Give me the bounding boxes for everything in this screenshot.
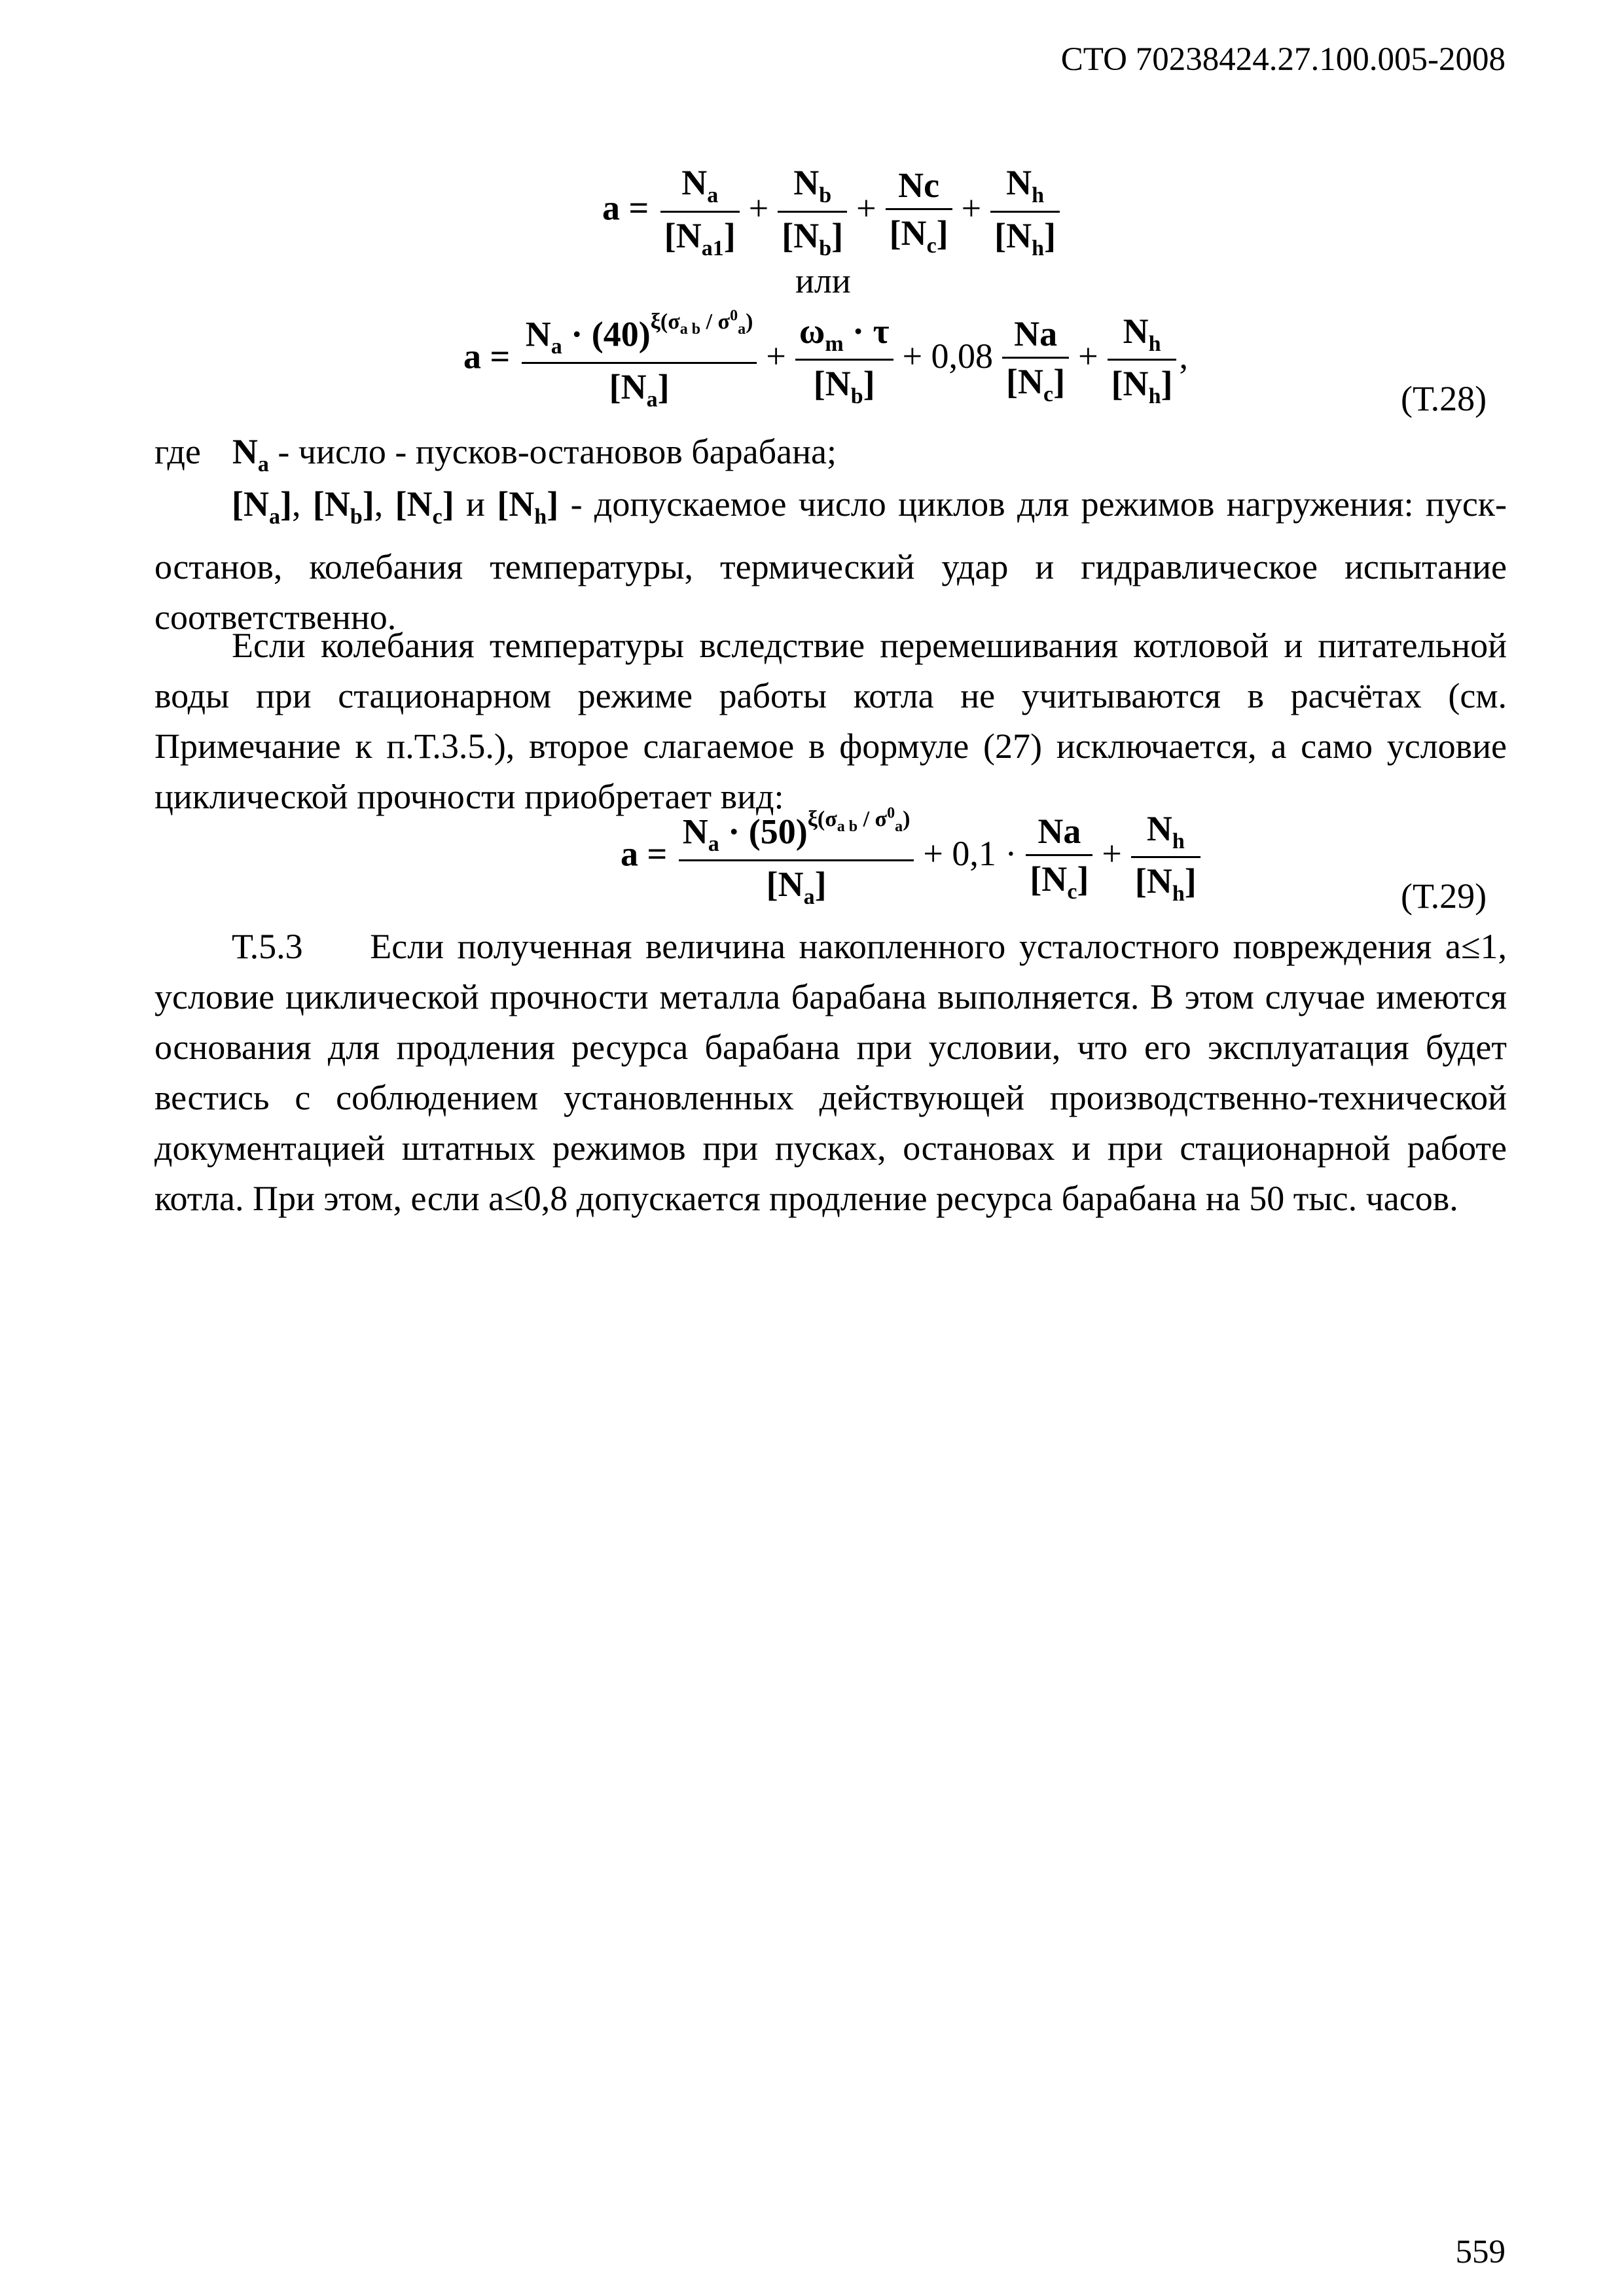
where-definition: где $N_a$ - число - пусков-остановов барабана;	[154, 432, 837, 476]
fraction-term: $\frac{N_a \cdot (50)^{\xi(\sigma_{a b} / \sigma^0_a)}}{[N_a]}$	[679, 805, 914, 910]
fraction-term: $\frac{N_a \cdot (40)^{\xi(\sigma_{a b} / \sigma^0_a)}}{[N_a]}$	[522, 308, 757, 412]
equation-number-t28: (Т.28)	[1401, 379, 1487, 418]
formula-2: a = $\frac{N_a \cdot (40)^{\xi(\sigma_{a b} / \sigma^0_a)}}{[N_a]}$ + $\frac{\omega_m \cdot \tau}{[N_b]}$ + 0,08 $\frac{Na}{[N_c]}$ + $\frac{N_h}{[N_h]}$ ,	[463, 308, 1188, 412]
page-number: 559	[1455, 2234, 1506, 2270]
paragraph-t-5-3: Т.5.3 Если полученная величина накопленного усталостного повреждения а≤1, условие циклической прочности металла барабана выполняется. В этом случае имеются основания для продления ресурса барабана при условии, что его эксплуатация будет вестись с соблюдением установленных действующей производственно-технической документацией штатных режимов при пусках, остановах и при стационарной работе котла. При этом, если а≤0,8 допускается продление ресурса барабана на 50 тыс. часов.	[154, 927, 1516, 1218]
fraction-term: $\frac{\omega_m \cdot \tau}{[N_b]}$	[795, 311, 893, 410]
formula-3: a = $\frac{N_a \cdot (50)^{\xi(\sigma_{a b} / \sigma^0_a)}}{[N_a]}$ + 0,1 · $\frac{Na}{[N_c]}$ + $\frac{N_h}{[N_h]}$	[621, 805, 1203, 910]
fraction-term: $\frac{Na}{[N_c]}$	[1026, 811, 1092, 905]
formula-1: a = $\frac{N_a}{[N_{a1}]}$ + $\frac{N_b}{[N_b]}$ + $\frac{Nc}{[N_c]}$ + $\frac{N_h}{[N_h]}$	[602, 162, 1062, 261]
fraction-term: $\frac{N_h}{[N_h]}$	[990, 162, 1060, 261]
fraction-term: $\frac{N_h}{[N_h]}$	[1108, 311, 1177, 410]
allowed-cycles-definition: $[N_a]$, $[N_b]$, $[N_c]$ и $[N_h]$ - допускаемое число циклов для режимов нагружения: пуск-останов, колебания температуры, термический удар и гидравлическое испытание соответственно.	[154, 484, 1507, 637]
paragraph-temperature-fluctuations: Если колебания температуры вследствие перемешивания котловой и питательной воды при стационарном режиме работы котла не учитываются в расчётах (см. Примечание к п.Т.3.5.), второе слагаемое в формуле (27) исключается, а само условие циклической прочности приобретает вид:	[154, 626, 1507, 816]
fraction-term: $\frac{N_h}{[N_h]}$	[1131, 808, 1200, 907]
formula-connector-or: или	[795, 261, 851, 300]
fraction-term: $\frac{Na}{[N_c]}$	[1002, 314, 1069, 407]
fraction-term: $\frac{Nc}{[N_c]}$	[886, 165, 952, 259]
equation-number-t29: (Т.29)	[1401, 876, 1487, 916]
document-code-header: СТО 70238424.27.100.005-2008	[1060, 41, 1506, 78]
fraction-term: $\frac{N_b}{[N_b]}$	[778, 162, 847, 261]
fraction-term: $\frac{N_a}{[N_{a1}]}$	[660, 162, 740, 261]
